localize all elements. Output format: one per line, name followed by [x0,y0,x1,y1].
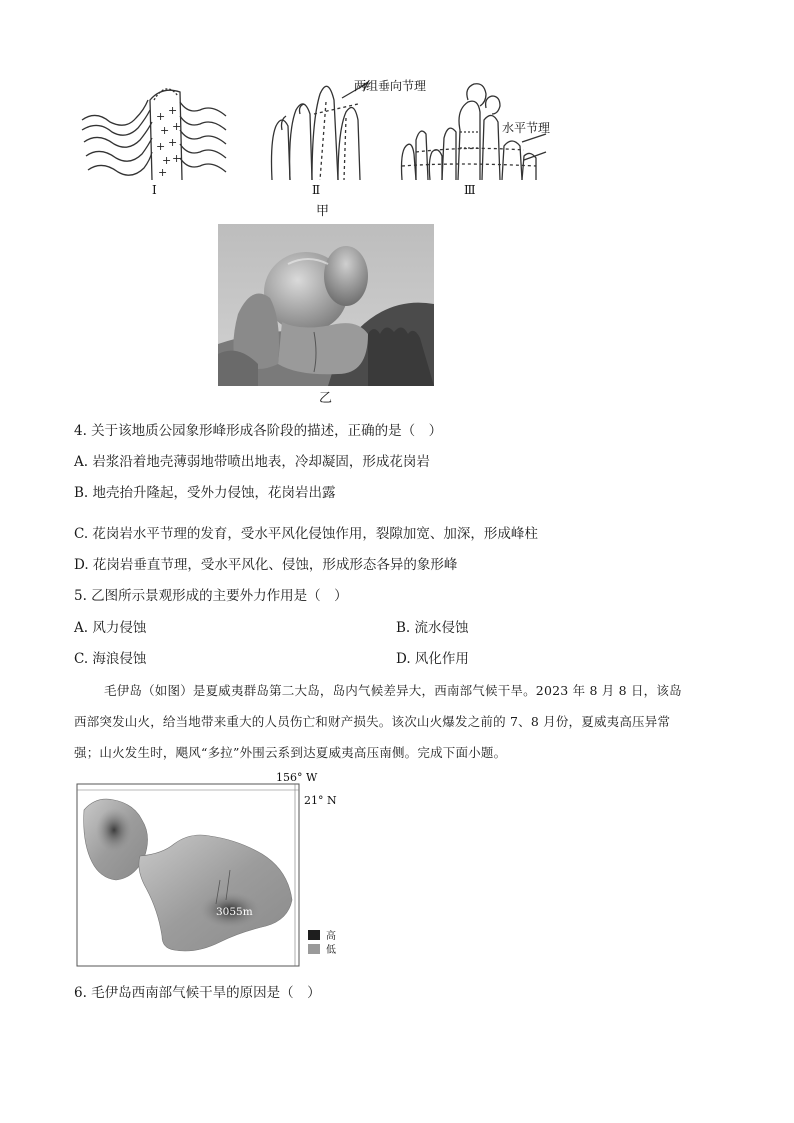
passage-line-3: 强；山火发生时，飓风“多拉”外围云系到达夏威夷高压南侧。完成下面小题。 [74,745,507,760]
svg-text:+: + [168,104,178,117]
stage-2-label: Ⅱ [312,183,321,197]
svg-text:+: + [158,166,168,179]
q4-option-b: B. 地壳抬升隆起，受外力侵蚀，花岗岩出露 [74,485,336,501]
svg-text:+: + [156,110,166,123]
stage-1-label: Ⅰ [152,183,157,197]
q5-option-a: A. 风力侵蚀 [74,620,147,636]
svg-text:+: + [172,120,182,133]
figure-yi-caption: 乙 [319,391,333,406]
legend-high-swatch [308,930,320,940]
figure-jia-sketches [76,70,556,220]
q5-option-b: B. 流水侵蚀 [396,620,469,636]
label-horizontal-joints: 水平节理 [502,121,551,135]
svg-text:+: + [172,152,182,165]
stage-3-label: Ⅲ [464,183,476,197]
maui-map [70,770,350,970]
lat-label: 21° N [304,794,337,807]
legend-high-label: 高 [326,931,336,942]
sketch-1-intrusion [82,89,226,180]
svg-text:+: + [168,136,178,149]
q4-stem: 4. 关于该地质公园象形峰形成各阶段的描述，正确的是（ ） [74,423,443,439]
legend-low-swatch [308,944,320,954]
svg-text:+: + [162,154,172,167]
label-two-vertical-joints: 两组垂向节理 [354,79,427,93]
peak-elevation-label: 3055m [216,906,253,918]
legend-low-label: 低 [326,945,336,956]
passage-line-1: 毛伊岛（如图）是夏威夷群岛第二大岛，岛内气候差异大，西南部气候干旱。2023 年 8 月 8 日，该岛 [104,683,682,698]
q4-option-a: A. 岩浆沿着地壳薄弱地带喷出地表，冷却凝固，形成花岗岩 [74,454,430,470]
q5-stem: 5. 乙图所示景观形成的主要外力作用是（ ） [74,588,348,604]
q5-option-c: C. 海浪侵蚀 [74,651,147,667]
svg-text:+: + [160,124,170,137]
svg-text:+: + [156,140,166,153]
lon-label: 156° W [276,771,318,784]
figure-jia-caption: 甲 [316,204,330,219]
passage-line-2: 西部突发山火，给当地带来重大的人员伤亡和财产损失。该次山火爆发之前的 7、8 月份，夏威夷高压异常 [74,714,671,729]
q4-option-d: D. 花岗岩垂直节理，受水平风化、侵蚀，形成形态各异的象形峰 [74,557,458,573]
q6-stem: 6. 毛伊岛西南部气候干旱的原因是（ ） [74,985,321,1001]
q5-option-d: D. 风化作用 [396,651,469,667]
q4-option-c: C. 花岗岩水平节理的发育，受水平风化侵蚀作用，裂隙加宽、加深，形成峰柱 [74,526,538,542]
figure-yi-photo [218,224,434,386]
sketch-2-vertical-joints [272,82,369,180]
